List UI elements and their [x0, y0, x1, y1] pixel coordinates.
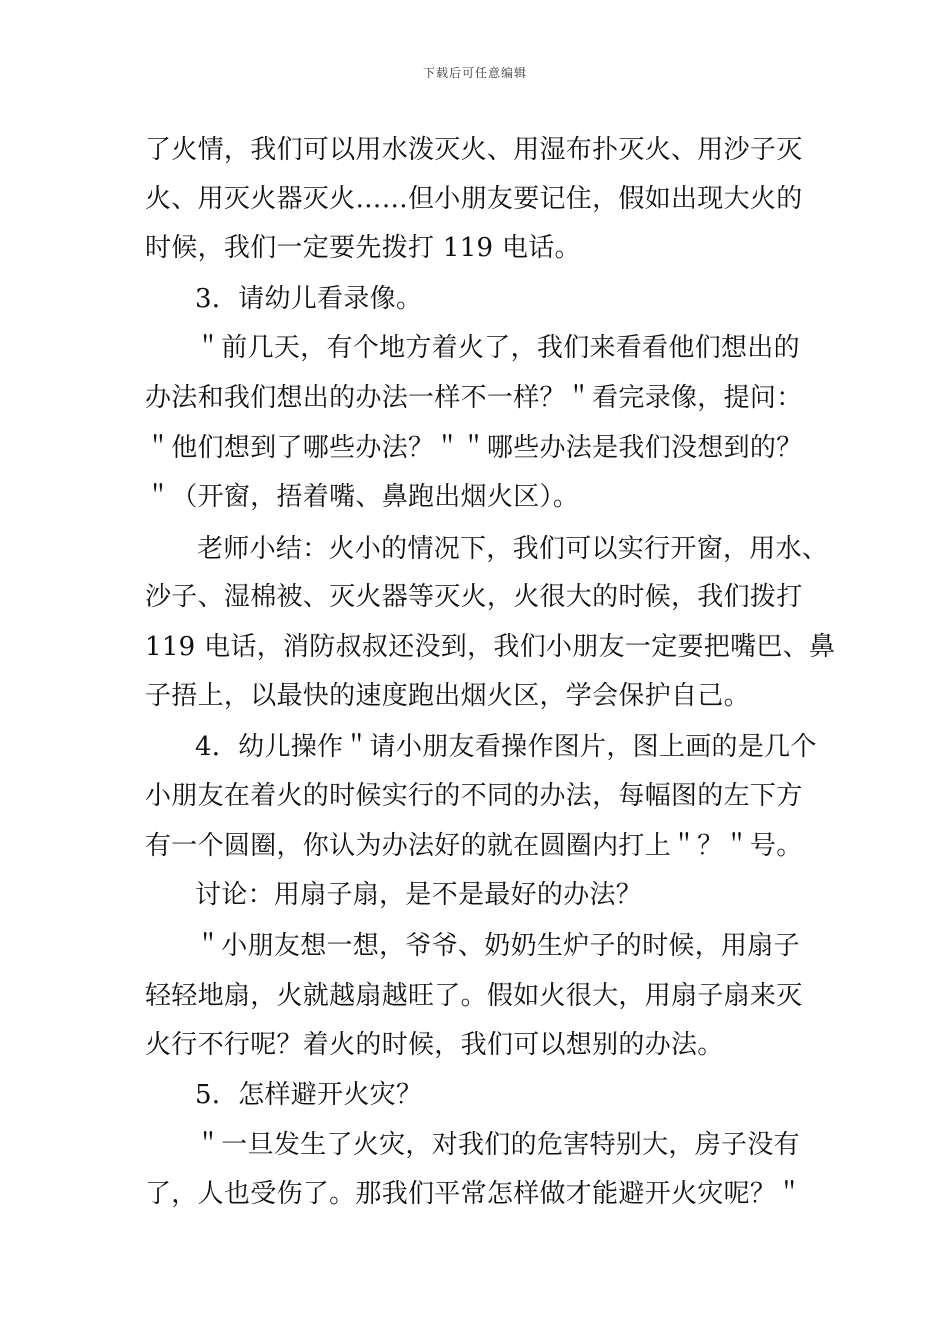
paragraph-line: ＂小朋友想一想，爷爷、奶奶生炉子的时候，用扇子 — [195, 931, 800, 961]
paragraph-line: 轻轻地扇，火就越扇越旺了。假如火很大，用扇子扇来灭 — [145, 981, 803, 1011]
section-heading: 3．请幼儿看录像。 — [195, 284, 423, 314]
paragraph-line: 时候，我们一定要先拨打 119 电话。 — [145, 233, 581, 263]
paragraph-line: 有一个圆圈，你认为办法好的就在圆圈内打上＂？＂号。 — [145, 831, 803, 861]
paragraph-line: 小朋友在着火的时候实行的不同的办法，每幅图的左下方 — [145, 781, 803, 811]
paragraph-line: 火行不行呢？着火的时候，我们可以想别的办法。 — [145, 1030, 724, 1060]
section-heading: 4．幼儿操作＂请小朋友看操作图片，图上画的是几个 — [195, 732, 817, 762]
page-header: 下载后可任意编辑 — [422, 66, 527, 80]
paragraph-line: 火、用灭火器灭火……但小朋友要记住，假如出现大火的 — [145, 184, 803, 214]
paragraph-line: 老师小结：火小的情况下，我们可以实行开窗，用水、 — [197, 534, 829, 564]
paragraph-line: 沙子、湿棉被、灭火器等灭火，火很大的时候，我们拨打 — [145, 582, 803, 612]
paragraph-line: ＂一旦发生了火灾，对我们的危害特别大，房子没有 — [195, 1130, 800, 1160]
paragraph-line: 办法和我们想出的办法一样不一样？＂看完录像，提问： — [145, 383, 803, 413]
paragraph-line: 了，人也受伤了。那我们平常怎样做才能避开火灾呢？＂ — [145, 1179, 803, 1209]
paragraph-line: ＂前几天，有个地方着火了，我们来看看他们想出的 — [195, 333, 800, 363]
paragraph-line: 子捂上，以最快的速度跑出烟火区，学会保护自己。 — [145, 681, 750, 711]
paragraph-line: ＂（开窗，捂着嘴、鼻跑出烟火区）。 — [145, 482, 580, 512]
paragraph-line: ＂他们想到了哪些办法？＂＂哪些办法是我们没想到的？ — [145, 433, 803, 463]
paragraph-line: 119 电话，消防叔叔还没到，我们小朋友一定要把嘴巴、鼻 — [145, 632, 836, 662]
section-heading: 5．怎样避开火灾？ — [195, 1080, 423, 1110]
paragraph-line: 了火情，我们可以用水泼灭火、用湿布扑灭火、用沙子灭 — [145, 135, 803, 165]
paragraph-line: 讨论：用扇子扇，是不是最好的办法？ — [195, 880, 643, 910]
